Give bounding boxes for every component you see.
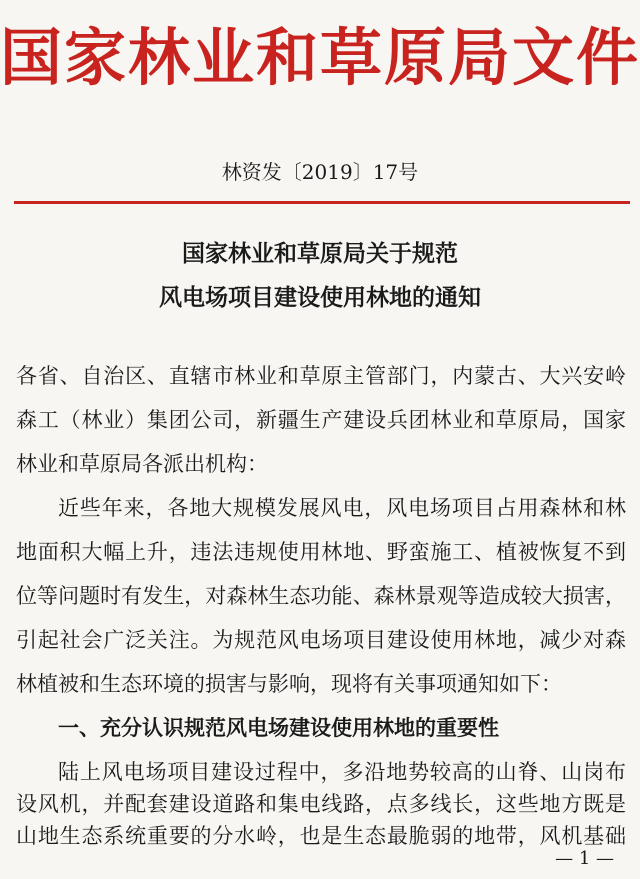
addressee-line: 林业和草原局各派出机构： [16, 452, 268, 476]
paragraph-line: 山地生态系统重要的分水岭，也是生态最脆弱的地带，风机基础 [16, 824, 626, 848]
header-divider [14, 201, 630, 204]
notice-title-line-1: 国家林业和草原局关于规范 [182, 241, 458, 267]
notice-title-line-2: 风电场项目建设使用林地的通知 [159, 285, 481, 311]
paragraph-line: 近些年来，各地大规模发展风电，风电场项目占用森林和林 [58, 496, 626, 520]
section-heading: 一、充分认识规范风电场建设使用林地的重要性 [58, 716, 499, 740]
paragraph-line: 引起社会广泛关注。为规范风电场项目建设使用林地，减少对森 [16, 628, 626, 652]
paragraph-line: 林植被和生态环境的损害与影响，现将有关事项通知如下： [16, 672, 562, 696]
document-header-title: 国家林业和草原局文件 [0, 21, 640, 94]
paragraph-line: 设风机，并配套建设道路和集电线路，点多线长，这些地方既是 [16, 792, 626, 816]
paragraph-line: 地面积大幅上升，违法违规使用林地、野蛮施工、植被恢复不到 [16, 540, 626, 564]
addressee-line: 森工（林业）集团公司，新疆生产建设兵团林业和草原局，国家 [16, 408, 626, 432]
addressee-line: 各省、自治区、直辖市林业和草原主管部门，内蒙古、大兴安岭 [16, 364, 626, 388]
page-number: — 1 — [555, 848, 614, 869]
paragraph-line: 陆上风电场项目建设过程中，多沿地势较高的山脊、山岗布 [58, 760, 626, 784]
document-number: 林资发〔2019〕17号 [221, 160, 419, 184]
paragraph-line: 位等问题时有发生，对森林生态功能、森林景观等造成较大损害， [16, 584, 626, 608]
